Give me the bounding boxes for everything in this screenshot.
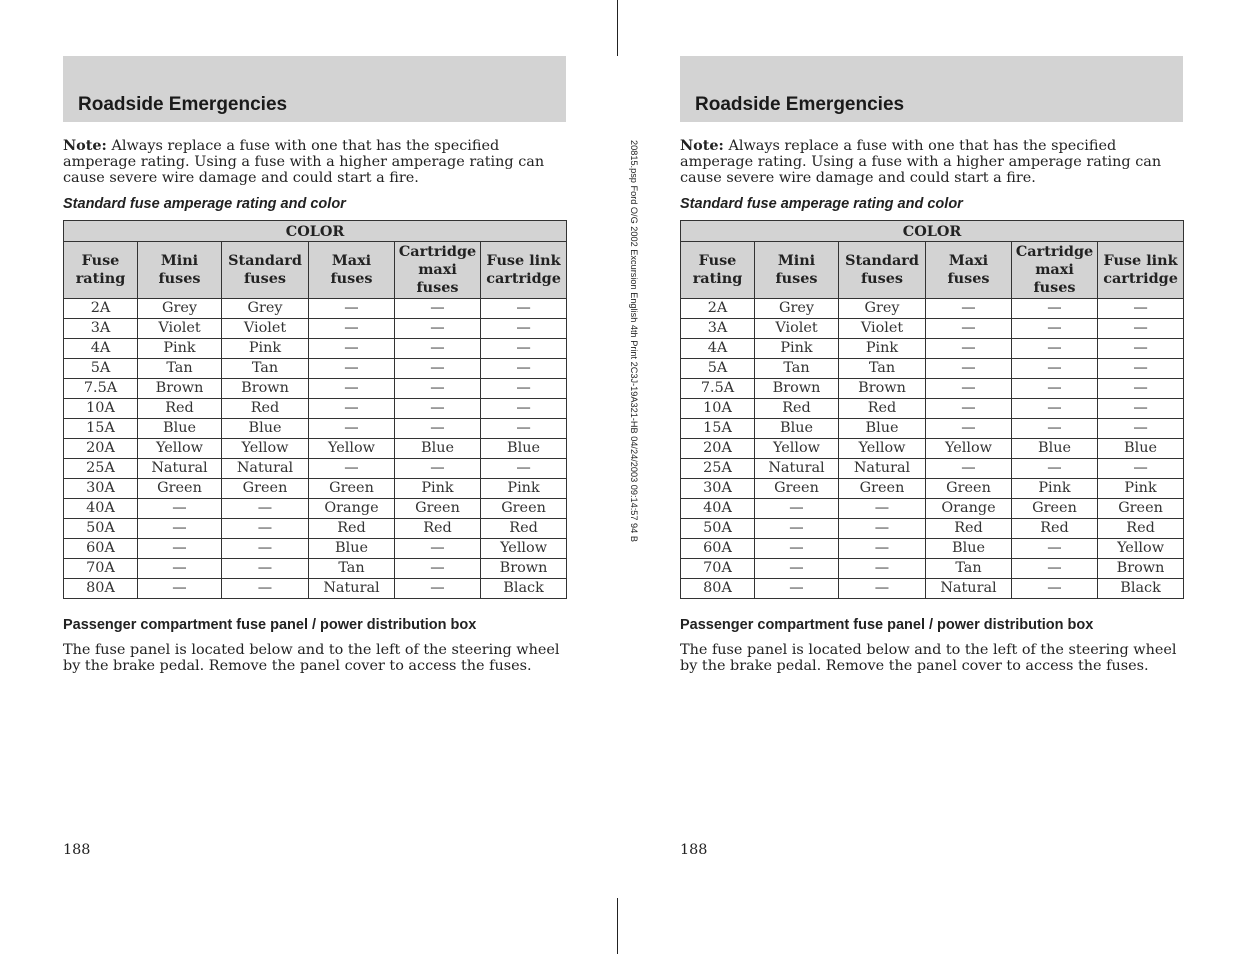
table-cell: — xyxy=(481,419,567,439)
table-cell: Pink xyxy=(222,339,309,359)
table-cell: — xyxy=(755,579,839,599)
table-cell: 5A xyxy=(64,359,138,379)
table-row xyxy=(681,579,1184,599)
table-row xyxy=(64,359,567,379)
table-cell: — xyxy=(1012,579,1098,599)
table-cell: Yellow xyxy=(481,539,567,559)
table-cell: Green xyxy=(395,499,481,519)
table-cell: — xyxy=(138,579,222,599)
table-cell: Grey xyxy=(222,299,309,319)
table-cell: — xyxy=(755,499,839,519)
table-row xyxy=(64,379,567,399)
table-cell: Grey xyxy=(138,299,222,319)
table-cell: — xyxy=(1012,339,1098,359)
table-cell: 50A xyxy=(64,519,138,539)
table-cell: — xyxy=(395,539,481,559)
table-cell: — xyxy=(395,459,481,479)
table-cell: — xyxy=(309,299,395,319)
table-cell: Brown xyxy=(755,379,839,399)
table-cell: 3A xyxy=(64,319,138,339)
table-cell: — xyxy=(481,299,567,319)
table-cell: Green xyxy=(755,479,839,499)
table-cell: Green xyxy=(138,479,222,499)
table-cell: Red xyxy=(926,519,1012,539)
note-label: Note: xyxy=(63,137,107,154)
print-info-text: 20815.psp Ford O/G 2002 Excursion English 4th Print 2C3J-19A321-HB 04/24/2003 09:14:57 94 B xyxy=(629,140,639,542)
table-cell: Violet xyxy=(138,319,222,339)
table-cell: — xyxy=(926,399,1012,419)
table-cell: Violet xyxy=(222,319,309,339)
table-cell: Red xyxy=(839,399,926,419)
table-cell: Blue xyxy=(222,419,309,439)
table-cell: Yellow xyxy=(222,439,309,459)
table-cell: 4A xyxy=(64,339,138,359)
table-cell: — xyxy=(1012,319,1098,339)
table-cell: Pink xyxy=(395,479,481,499)
table-body xyxy=(681,299,1184,599)
table-cell: Tan xyxy=(755,359,839,379)
table-cell: — xyxy=(1098,299,1184,319)
table-cell: Blue xyxy=(309,539,395,559)
table-cell: Pink xyxy=(839,339,926,359)
table-cell: 2A xyxy=(681,299,755,319)
table-cell: 25A xyxy=(64,459,138,479)
table-cell: — xyxy=(755,519,839,539)
fuse-color-table xyxy=(63,220,567,599)
table-cell: Pink xyxy=(1098,479,1184,499)
column-header: Maxi fuses xyxy=(309,242,395,299)
table-cell: — xyxy=(395,579,481,599)
table-cell: — xyxy=(839,499,926,519)
table-cell: Violet xyxy=(755,319,839,339)
note-label: Note: xyxy=(680,137,724,154)
table-title: Standard fuse amperage rating and color xyxy=(680,196,963,212)
table-row xyxy=(681,479,1184,499)
table-row xyxy=(681,339,1184,359)
table-cell: Green xyxy=(1012,499,1098,519)
table-cell: Green xyxy=(309,479,395,499)
table-row xyxy=(64,439,567,459)
table-cell: — xyxy=(222,499,309,519)
table-group-header: COLOR xyxy=(64,221,567,242)
section-header xyxy=(63,56,566,122)
table-cell: Black xyxy=(1098,579,1184,599)
note-paragraph xyxy=(63,138,566,186)
table-cell: Blue xyxy=(395,439,481,459)
table-cell: Natural xyxy=(222,459,309,479)
table-cell: Blue xyxy=(839,419,926,439)
table-cell: Blue xyxy=(755,419,839,439)
table-cell: — xyxy=(926,299,1012,319)
table-cell: — xyxy=(1012,299,1098,319)
table-cell: Pink xyxy=(138,339,222,359)
table-cell: — xyxy=(1012,539,1098,559)
table-cell: 25A xyxy=(681,459,755,479)
table-cell: 10A xyxy=(64,399,138,419)
table-cell: Yellow xyxy=(926,439,1012,459)
table-cell: — xyxy=(1012,419,1098,439)
gutter-line-bottom xyxy=(617,898,618,954)
table-cell: Yellow xyxy=(138,439,222,459)
table-cell: Yellow xyxy=(309,439,395,459)
table-cell: — xyxy=(222,579,309,599)
table-cell: — xyxy=(309,319,395,339)
column-header: Mini fuses xyxy=(755,242,839,299)
table-cell: 5A xyxy=(681,359,755,379)
table-cell: — xyxy=(309,399,395,419)
table-row xyxy=(64,519,567,539)
table-row xyxy=(681,419,1184,439)
table-cell: 70A xyxy=(64,559,138,579)
column-header: Fuse link cartridge xyxy=(1098,242,1184,299)
table-cell: — xyxy=(222,559,309,579)
table-cell: — xyxy=(926,359,1012,379)
table-cell: Yellow xyxy=(839,439,926,459)
section-title: Roadside Emergencies xyxy=(695,94,905,115)
table-cell: 4A xyxy=(681,339,755,359)
section-title: Roadside Emergencies xyxy=(78,94,288,115)
table-cell: Brown xyxy=(222,379,309,399)
table-cell: Red xyxy=(395,519,481,539)
table-cell: — xyxy=(138,559,222,579)
table-row xyxy=(64,319,567,339)
table-row xyxy=(681,299,1184,319)
table-cell: — xyxy=(138,519,222,539)
table-cell: Red xyxy=(138,399,222,419)
table-cell: Yellow xyxy=(1098,539,1184,559)
column-header: Mini fuses xyxy=(138,242,222,299)
table-row xyxy=(64,339,567,359)
table-cell: — xyxy=(839,519,926,539)
table-cell: Black xyxy=(481,579,567,599)
table-cell: Pink xyxy=(481,479,567,499)
table-row xyxy=(64,419,567,439)
table-row xyxy=(681,379,1184,399)
table-cell: Red xyxy=(1012,519,1098,539)
table-cell: — xyxy=(1098,379,1184,399)
table-row xyxy=(681,359,1184,379)
table-cell: 20A xyxy=(681,439,755,459)
table-cell: — xyxy=(926,379,1012,399)
column-header: Cartridge maxi fuses xyxy=(395,242,481,299)
table-cell: — xyxy=(1098,319,1184,339)
page-number: 188 xyxy=(63,842,91,858)
table-cell: — xyxy=(481,319,567,339)
table-row xyxy=(64,459,567,479)
table-cell: — xyxy=(926,419,1012,439)
table-cell: Brown xyxy=(839,379,926,399)
table-cell: — xyxy=(926,339,1012,359)
fuse-color-table xyxy=(680,220,1184,599)
table-cell: 60A xyxy=(681,539,755,559)
table-cell: 15A xyxy=(64,419,138,439)
table-cell: — xyxy=(839,559,926,579)
table-cell: — xyxy=(1012,559,1098,579)
table-cell: Violet xyxy=(839,319,926,339)
column-header: Standard fuses xyxy=(222,242,309,299)
table-cell: Green xyxy=(222,479,309,499)
panel-heading: Passenger compartment fuse panel / power distribution box xyxy=(680,617,1094,633)
table-cell: 20A xyxy=(64,439,138,459)
note-text: Always replace a fuse with one that has the specified amperage rating. Using a fuse with a higher amperage rating can cause severe wire damage and could start a fire. xyxy=(680,138,1162,186)
table-cell: — xyxy=(222,519,309,539)
table-row xyxy=(64,559,567,579)
column-header: Cartridge maxi fuses xyxy=(1012,242,1098,299)
table-cell: — xyxy=(926,319,1012,339)
table-cell: Orange xyxy=(926,499,1012,519)
table-cell: — xyxy=(309,339,395,359)
section-header xyxy=(680,56,1183,122)
table-cell: Green xyxy=(839,479,926,499)
page-number: 188 xyxy=(680,842,708,858)
table-cell: — xyxy=(839,579,926,599)
table-cell: Blue xyxy=(1012,439,1098,459)
column-header: Fuse rating xyxy=(681,242,755,299)
table-cell: — xyxy=(1098,419,1184,439)
panel-heading: Passenger compartment fuse panel / power distribution box xyxy=(63,617,477,633)
table-row xyxy=(681,559,1184,579)
table-cell: — xyxy=(309,359,395,379)
column-header: Fuse rating xyxy=(64,242,138,299)
table-cell: Green xyxy=(1098,499,1184,519)
table-cell: Grey xyxy=(839,299,926,319)
table-cell: — xyxy=(395,339,481,359)
table-cell: 30A xyxy=(64,479,138,499)
table-cell: Pink xyxy=(755,339,839,359)
table-cell: — xyxy=(1098,459,1184,479)
table-cell: — xyxy=(481,379,567,399)
table-cell: — xyxy=(138,539,222,559)
table-cell: — xyxy=(395,399,481,419)
note-paragraph xyxy=(680,138,1183,186)
table-cell: Green xyxy=(481,499,567,519)
table-row xyxy=(681,539,1184,559)
table-cell: Natural xyxy=(309,579,395,599)
table-row xyxy=(681,519,1184,539)
column-header: Fuse link cartridge xyxy=(481,242,567,299)
table-cell: Blue xyxy=(481,439,567,459)
table-cell: Natural xyxy=(926,579,1012,599)
table-title: Standard fuse amperage rating and color xyxy=(63,196,346,212)
table-row xyxy=(64,479,567,499)
table-cell: 3A xyxy=(681,319,755,339)
table-cell: — xyxy=(481,399,567,419)
table-cell: Blue xyxy=(926,539,1012,559)
table-cell: 2A xyxy=(64,299,138,319)
table-cell: — xyxy=(1012,359,1098,379)
table-group-header: COLOR xyxy=(681,221,1184,242)
table-cell: — xyxy=(755,539,839,559)
table-body xyxy=(64,299,567,599)
table-cell: Pink xyxy=(1012,479,1098,499)
panel-text: The fuse panel is located below and to the left of the steering wheel by the brake pedal. Remove the panel cover to access the fuses. xyxy=(63,642,560,674)
table-cell: Brown xyxy=(138,379,222,399)
column-header: Standard fuses xyxy=(839,242,926,299)
table-cell: — xyxy=(1012,459,1098,479)
table-cell: Red xyxy=(222,399,309,419)
table-row xyxy=(64,539,567,559)
table-cell: — xyxy=(1098,359,1184,379)
table-cell: — xyxy=(395,319,481,339)
table-cell: Red xyxy=(481,519,567,539)
table-cell: — xyxy=(309,419,395,439)
table-cell: Natural xyxy=(839,459,926,479)
gutter-line-top xyxy=(617,0,618,56)
table-cell: 30A xyxy=(681,479,755,499)
table-cell: Tan xyxy=(839,359,926,379)
table-cell: — xyxy=(395,419,481,439)
table-cell: — xyxy=(222,539,309,559)
table-row xyxy=(681,459,1184,479)
table-cell: — xyxy=(1012,399,1098,419)
table-cell: Green xyxy=(926,479,1012,499)
table-row xyxy=(64,299,567,319)
table-cell: — xyxy=(309,459,395,479)
table-cell: 60A xyxy=(64,539,138,559)
table-cell: — xyxy=(395,299,481,319)
table-cell: Natural xyxy=(138,459,222,479)
table-cell: 15A xyxy=(681,419,755,439)
table-cell: — xyxy=(481,339,567,359)
table-cell: Red xyxy=(1098,519,1184,539)
table-cell: 40A xyxy=(64,499,138,519)
table-cell: — xyxy=(839,539,926,559)
table-cell: Brown xyxy=(481,559,567,579)
table-cell: Orange xyxy=(309,499,395,519)
table-cell: 50A xyxy=(681,519,755,539)
table-cell: Yellow xyxy=(755,439,839,459)
table-cell: 70A xyxy=(681,559,755,579)
table-cell: — xyxy=(395,379,481,399)
table-cell: — xyxy=(395,359,481,379)
table-cell: Blue xyxy=(138,419,222,439)
table-cell: — xyxy=(309,379,395,399)
table-cell: — xyxy=(481,459,567,479)
table-cell: — xyxy=(755,559,839,579)
table-cell: Grey xyxy=(755,299,839,319)
table-cell: Tan xyxy=(138,359,222,379)
table-cell: — xyxy=(1098,339,1184,359)
table-row xyxy=(681,399,1184,419)
table-cell: 40A xyxy=(681,499,755,519)
table-row xyxy=(64,499,567,519)
column-header: Maxi fuses xyxy=(926,242,1012,299)
table-cell: — xyxy=(395,559,481,579)
table-cell: Tan xyxy=(926,559,1012,579)
table-row xyxy=(681,439,1184,459)
table-row xyxy=(64,399,567,419)
table-cell: — xyxy=(926,459,1012,479)
table-row xyxy=(64,579,567,599)
table-cell: 7.5A xyxy=(681,379,755,399)
table-cell: — xyxy=(138,499,222,519)
table-cell: — xyxy=(1012,379,1098,399)
table-cell: Blue xyxy=(1098,439,1184,459)
table-cell: — xyxy=(481,359,567,379)
table-cell: 80A xyxy=(64,579,138,599)
table-cell: 80A xyxy=(681,579,755,599)
table-cell: Natural xyxy=(755,459,839,479)
table-cell: 10A xyxy=(681,399,755,419)
table-cell: Red xyxy=(755,399,839,419)
panel-text: The fuse panel is located below and to the left of the steering wheel by the brake pedal. Remove the panel cover to access the fuses. xyxy=(680,642,1177,674)
table-cell: Red xyxy=(309,519,395,539)
table-row xyxy=(681,319,1184,339)
table-cell: Tan xyxy=(309,559,395,579)
note-text: Always replace a fuse with one that has the specified amperage rating. Using a fuse with a higher amperage rating can cause severe wire damage and could start a fire. xyxy=(63,138,545,186)
table-row xyxy=(681,499,1184,519)
table-cell: 7.5A xyxy=(64,379,138,399)
table-cell: Brown xyxy=(1098,559,1184,579)
table-cell: Tan xyxy=(222,359,309,379)
table-cell: — xyxy=(1098,399,1184,419)
